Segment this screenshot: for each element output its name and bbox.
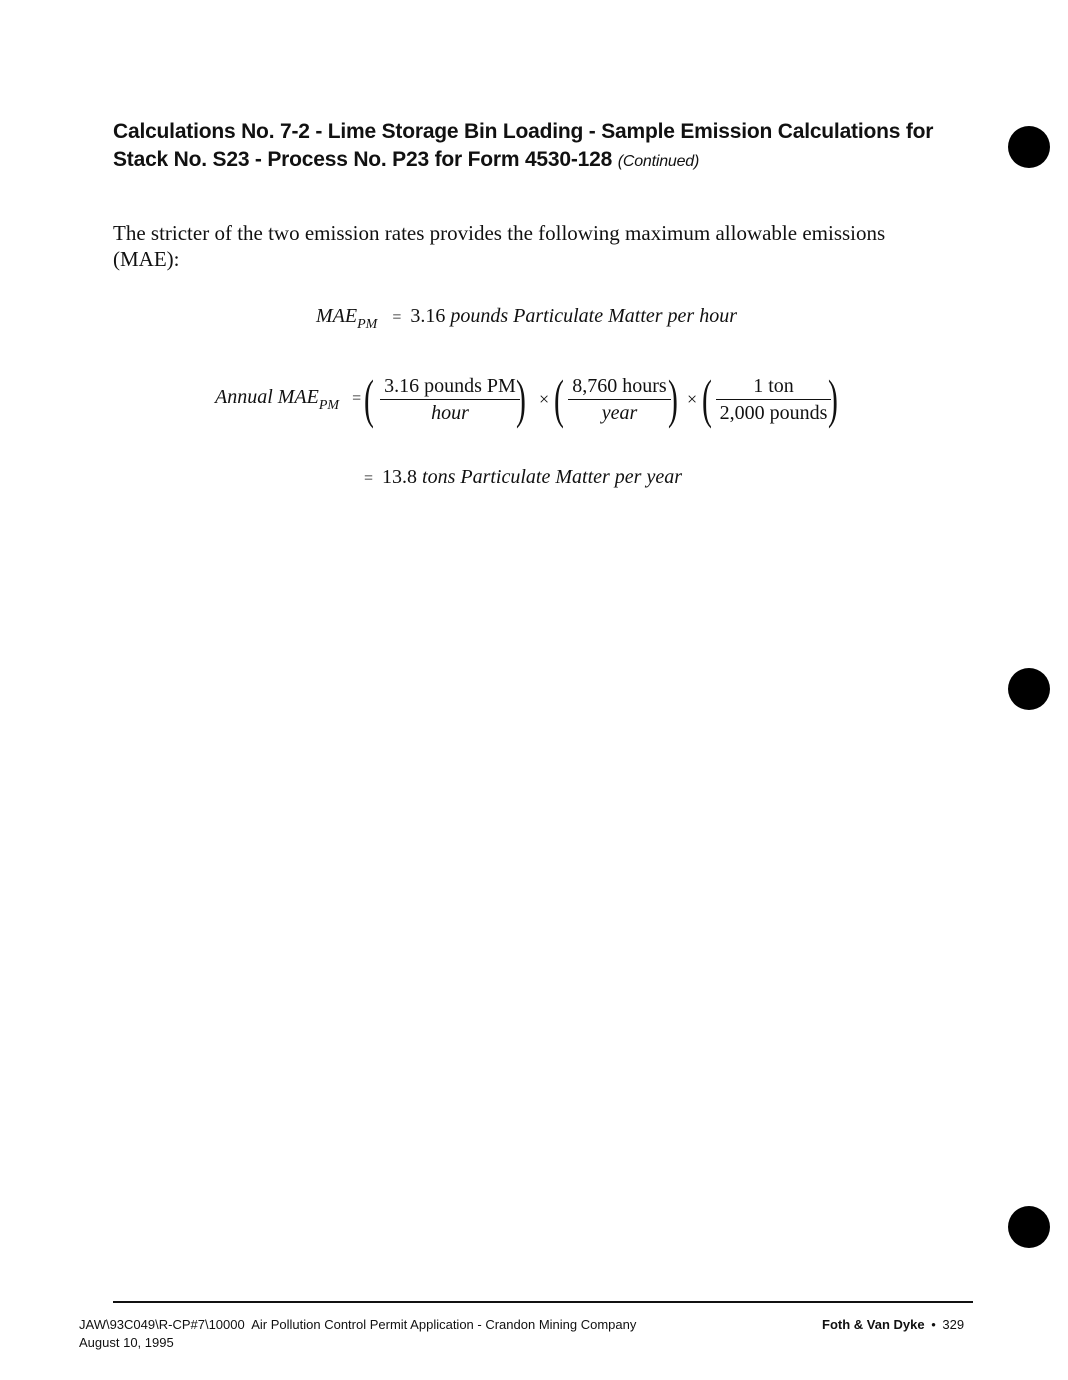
fraction-ton-per-pounds [716,375,831,425]
fraction-hours-per-year [568,375,671,425]
eq3-unit: tons Particulate Matter per year [422,466,682,488]
paren-close-3: ) [828,369,838,429]
footer-path: JAW\93C049\R-CP#7\10000 [79,1317,245,1332]
footer-line-1 [79,1316,636,1334]
equation-annual-mae-lhs [215,386,362,413]
paren-open-1: ( [364,369,374,429]
footer-date: August 10, 1995 [79,1335,174,1350]
heading-line-1: Calculations No. 7-2 - Lime Storage Bin Loading - Sample Emission Calculations for [113,120,934,143]
fraction-pounds-per-hour [380,375,520,425]
eq2-equals: = [352,390,362,407]
f3-numerator: 1 ton [716,375,831,400]
f3-denominator: 2,000 pounds [719,402,828,424]
f2-denominator: year [601,402,638,424]
footer-page-number: 329 [942,1317,965,1332]
binder-hole-middle [1008,668,1050,710]
footer-right [822,1316,964,1334]
binder-hole-top [1008,126,1050,168]
f1-numerator [380,375,520,400]
eq1-value: 3.16 [410,305,446,327]
f2-numerator: 8,760 hours [568,375,671,400]
times-2: × [687,389,698,409]
heading-continued: (Continued) [617,153,700,170]
eq2-lhs-sub: PM [318,398,340,413]
equation-mae-pm [316,305,737,332]
f1-denominator: hour [431,402,469,424]
eq1-unit: pounds Particulate Matter per hour [450,305,737,327]
footer-title: Air Pollution Control Permit Application - Crandon Mining Company [251,1317,637,1332]
times-1: × [539,389,550,409]
footer-rule [113,1301,973,1303]
eq1-lhs: MAE [316,305,358,327]
intro-paragraph: The stricter of the two emission rates provides the following maximum allowable emissions (MAE): [113,221,886,271]
eq2-lhs: Annual MAE [215,386,319,408]
eq3-equals: = [364,470,374,487]
heading-line-2 [113,146,973,176]
footer-bullet: • [931,1317,936,1332]
eq1-equals: = [392,309,402,326]
equation-annual-result [364,466,682,489]
binder-hole-bottom [1008,1206,1050,1248]
paren-close-1: ) [516,369,526,429]
eq3-value: 13.8 [382,466,418,488]
paren-open-3: ( [702,369,712,429]
heading-line-2-text: Stack No. S23 - Process No. P23 for Form 4530-128 [113,148,613,171]
page-heading [113,118,973,176]
paren-close-2: ) [668,369,678,429]
footer-company: Foth & Van Dyke [822,1317,925,1332]
footer-left [79,1316,636,1352]
paren-open-2: ( [554,369,564,429]
f1-num-text: 3.16 pounds PM [384,375,516,397]
eq1-lhs-sub: PM [357,317,378,332]
